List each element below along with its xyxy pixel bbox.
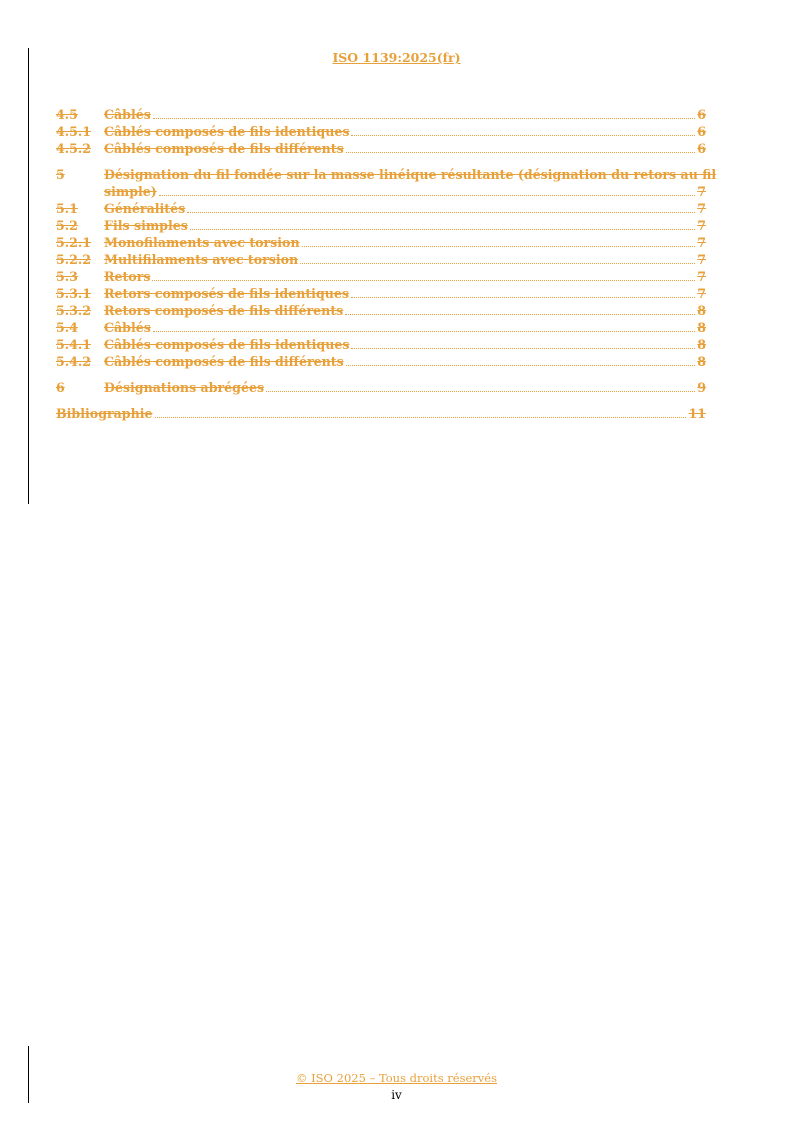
toc-entry-title: Retors bbox=[104, 269, 151, 284]
toc-entry-title: Câblés composés de fils différents bbox=[104, 354, 344, 369]
toc-entry[interactable] bbox=[56, 106, 706, 123]
toc-entry-page: 7 bbox=[697, 201, 706, 216]
toc-leader-dots bbox=[153, 118, 695, 119]
toc-entry[interactable] bbox=[56, 123, 706, 140]
toc-entry-page: 7 bbox=[697, 269, 706, 284]
toc-leader-dots bbox=[351, 297, 695, 298]
change-bar-top bbox=[28, 48, 29, 504]
toc-entry-number: 5.2 bbox=[56, 218, 78, 233]
toc-entry[interactable] bbox=[56, 200, 706, 217]
toc-leader-dots bbox=[153, 331, 695, 332]
toc-entry-title: Monofilaments avec torsion bbox=[104, 235, 300, 250]
toc-entry-number: 4.5.1 bbox=[56, 124, 92, 139]
toc-entry[interactable] bbox=[56, 140, 706, 157]
toc-entry-page: 7 bbox=[697, 184, 706, 199]
toc-entry-number: 5 bbox=[56, 167, 65, 182]
copyright-footer: © ISO 2025 – Tous droits réservés bbox=[295, 1071, 497, 1085]
toc-leader-dots bbox=[187, 212, 695, 213]
toc-entry-page: 9 bbox=[697, 380, 706, 395]
toc-entry[interactable] bbox=[56, 353, 706, 370]
toc-entry-page: 8 bbox=[697, 303, 706, 318]
toc-entry-number: 5.2.2 bbox=[56, 252, 92, 267]
toc-entry-title: Généralités bbox=[104, 201, 186, 216]
toc-entry-title: Câblés composés de fils différents bbox=[104, 141, 344, 156]
toc-entry-page: 8 bbox=[697, 320, 706, 335]
toc-entry[interactable] bbox=[56, 217, 706, 234]
toc-entry[interactable] bbox=[56, 285, 706, 302]
toc-entry-title: Retors composés de fils identiques bbox=[104, 286, 350, 301]
toc-entry-title: Fils simples bbox=[104, 218, 188, 233]
toc-leader-dots bbox=[346, 152, 696, 153]
toc-entry-number: 5.4.1 bbox=[56, 337, 92, 352]
toc-entry-page: 8 bbox=[697, 354, 706, 369]
toc-entry-number: 5.4 bbox=[56, 320, 78, 335]
toc-entry[interactable] bbox=[56, 319, 706, 336]
toc-entry-page: 7 bbox=[697, 235, 706, 250]
toc-entry-page: 7 bbox=[697, 252, 706, 267]
toc-entry[interactable] bbox=[56, 302, 706, 319]
toc-leader-dots bbox=[152, 280, 695, 281]
toc-entry-number: 5.3.1 bbox=[56, 286, 92, 301]
toc-entry-title: Bibliographie bbox=[56, 406, 153, 421]
toc-entry-page: 6 bbox=[697, 124, 706, 139]
toc-entry[interactable] bbox=[56, 268, 706, 285]
page-number: iv bbox=[391, 1088, 402, 1102]
toc-entry-number: 4.5 bbox=[56, 107, 78, 122]
toc-entry[interactable] bbox=[56, 166, 717, 200]
toc-entry[interactable] bbox=[56, 336, 706, 353]
toc-entry-page: 6 bbox=[697, 141, 706, 156]
toc-entry-page: 11 bbox=[688, 406, 706, 421]
toc-entry-number: 5.1 bbox=[56, 201, 78, 216]
toc-leader-dots bbox=[302, 246, 696, 247]
toc-leader-dots bbox=[159, 195, 695, 196]
toc-leader-dots bbox=[155, 417, 687, 418]
toc-entry-number: 5.2.1 bbox=[56, 235, 92, 250]
document-id-header: ISO 1139:2025(fr) bbox=[332, 50, 461, 65]
toc-entry-number: 5.3.2 bbox=[56, 303, 92, 318]
toc-entry-page: 8 bbox=[697, 337, 706, 352]
toc-entry-number: 5.3 bbox=[56, 269, 78, 284]
toc-entry-title: Câblés bbox=[104, 107, 151, 122]
toc-leader-dots bbox=[266, 391, 695, 392]
toc-entry-number: 6 bbox=[56, 380, 65, 395]
toc-entry-title-line1: Désignation du fil fondée sur la masse linéique résultante (désignation du retors au fil bbox=[104, 167, 717, 182]
toc-entry-number: 4.5.2 bbox=[56, 141, 92, 156]
toc-entry-title: Câblés composés de fils identiques bbox=[104, 124, 350, 139]
toc-leader-dots bbox=[300, 263, 695, 264]
toc-entry-title: Câblés bbox=[104, 320, 151, 335]
toc-entry-page: 6 bbox=[697, 107, 706, 122]
toc-entry-title: Retors composés de fils différents bbox=[104, 303, 344, 318]
toc-entry-title: Désignations abrégées bbox=[104, 380, 265, 395]
toc-entry[interactable] bbox=[56, 251, 706, 268]
toc-leader-dots bbox=[351, 135, 695, 136]
toc-leader-dots bbox=[346, 365, 696, 366]
toc-entry[interactable] bbox=[56, 234, 706, 251]
toc-entry-title-line2: simple) bbox=[104, 184, 157, 199]
toc-leader-dots bbox=[351, 348, 695, 349]
toc-entry-title: Multifilaments avec torsion bbox=[104, 252, 299, 267]
toc-entry-number: 5.4.2 bbox=[56, 354, 92, 369]
toc-entry-page: 7 bbox=[697, 218, 706, 233]
toc-leader-dots bbox=[345, 314, 695, 315]
toc-entry-bibliography[interactable] bbox=[56, 405, 706, 422]
toc-leader-dots bbox=[190, 229, 695, 230]
toc-entry[interactable] bbox=[56, 379, 706, 396]
table-of-contents bbox=[56, 106, 717, 422]
toc-entry-title: Câblés composés de fils identiques bbox=[104, 337, 350, 352]
toc-entry-page: 7 bbox=[697, 286, 706, 301]
